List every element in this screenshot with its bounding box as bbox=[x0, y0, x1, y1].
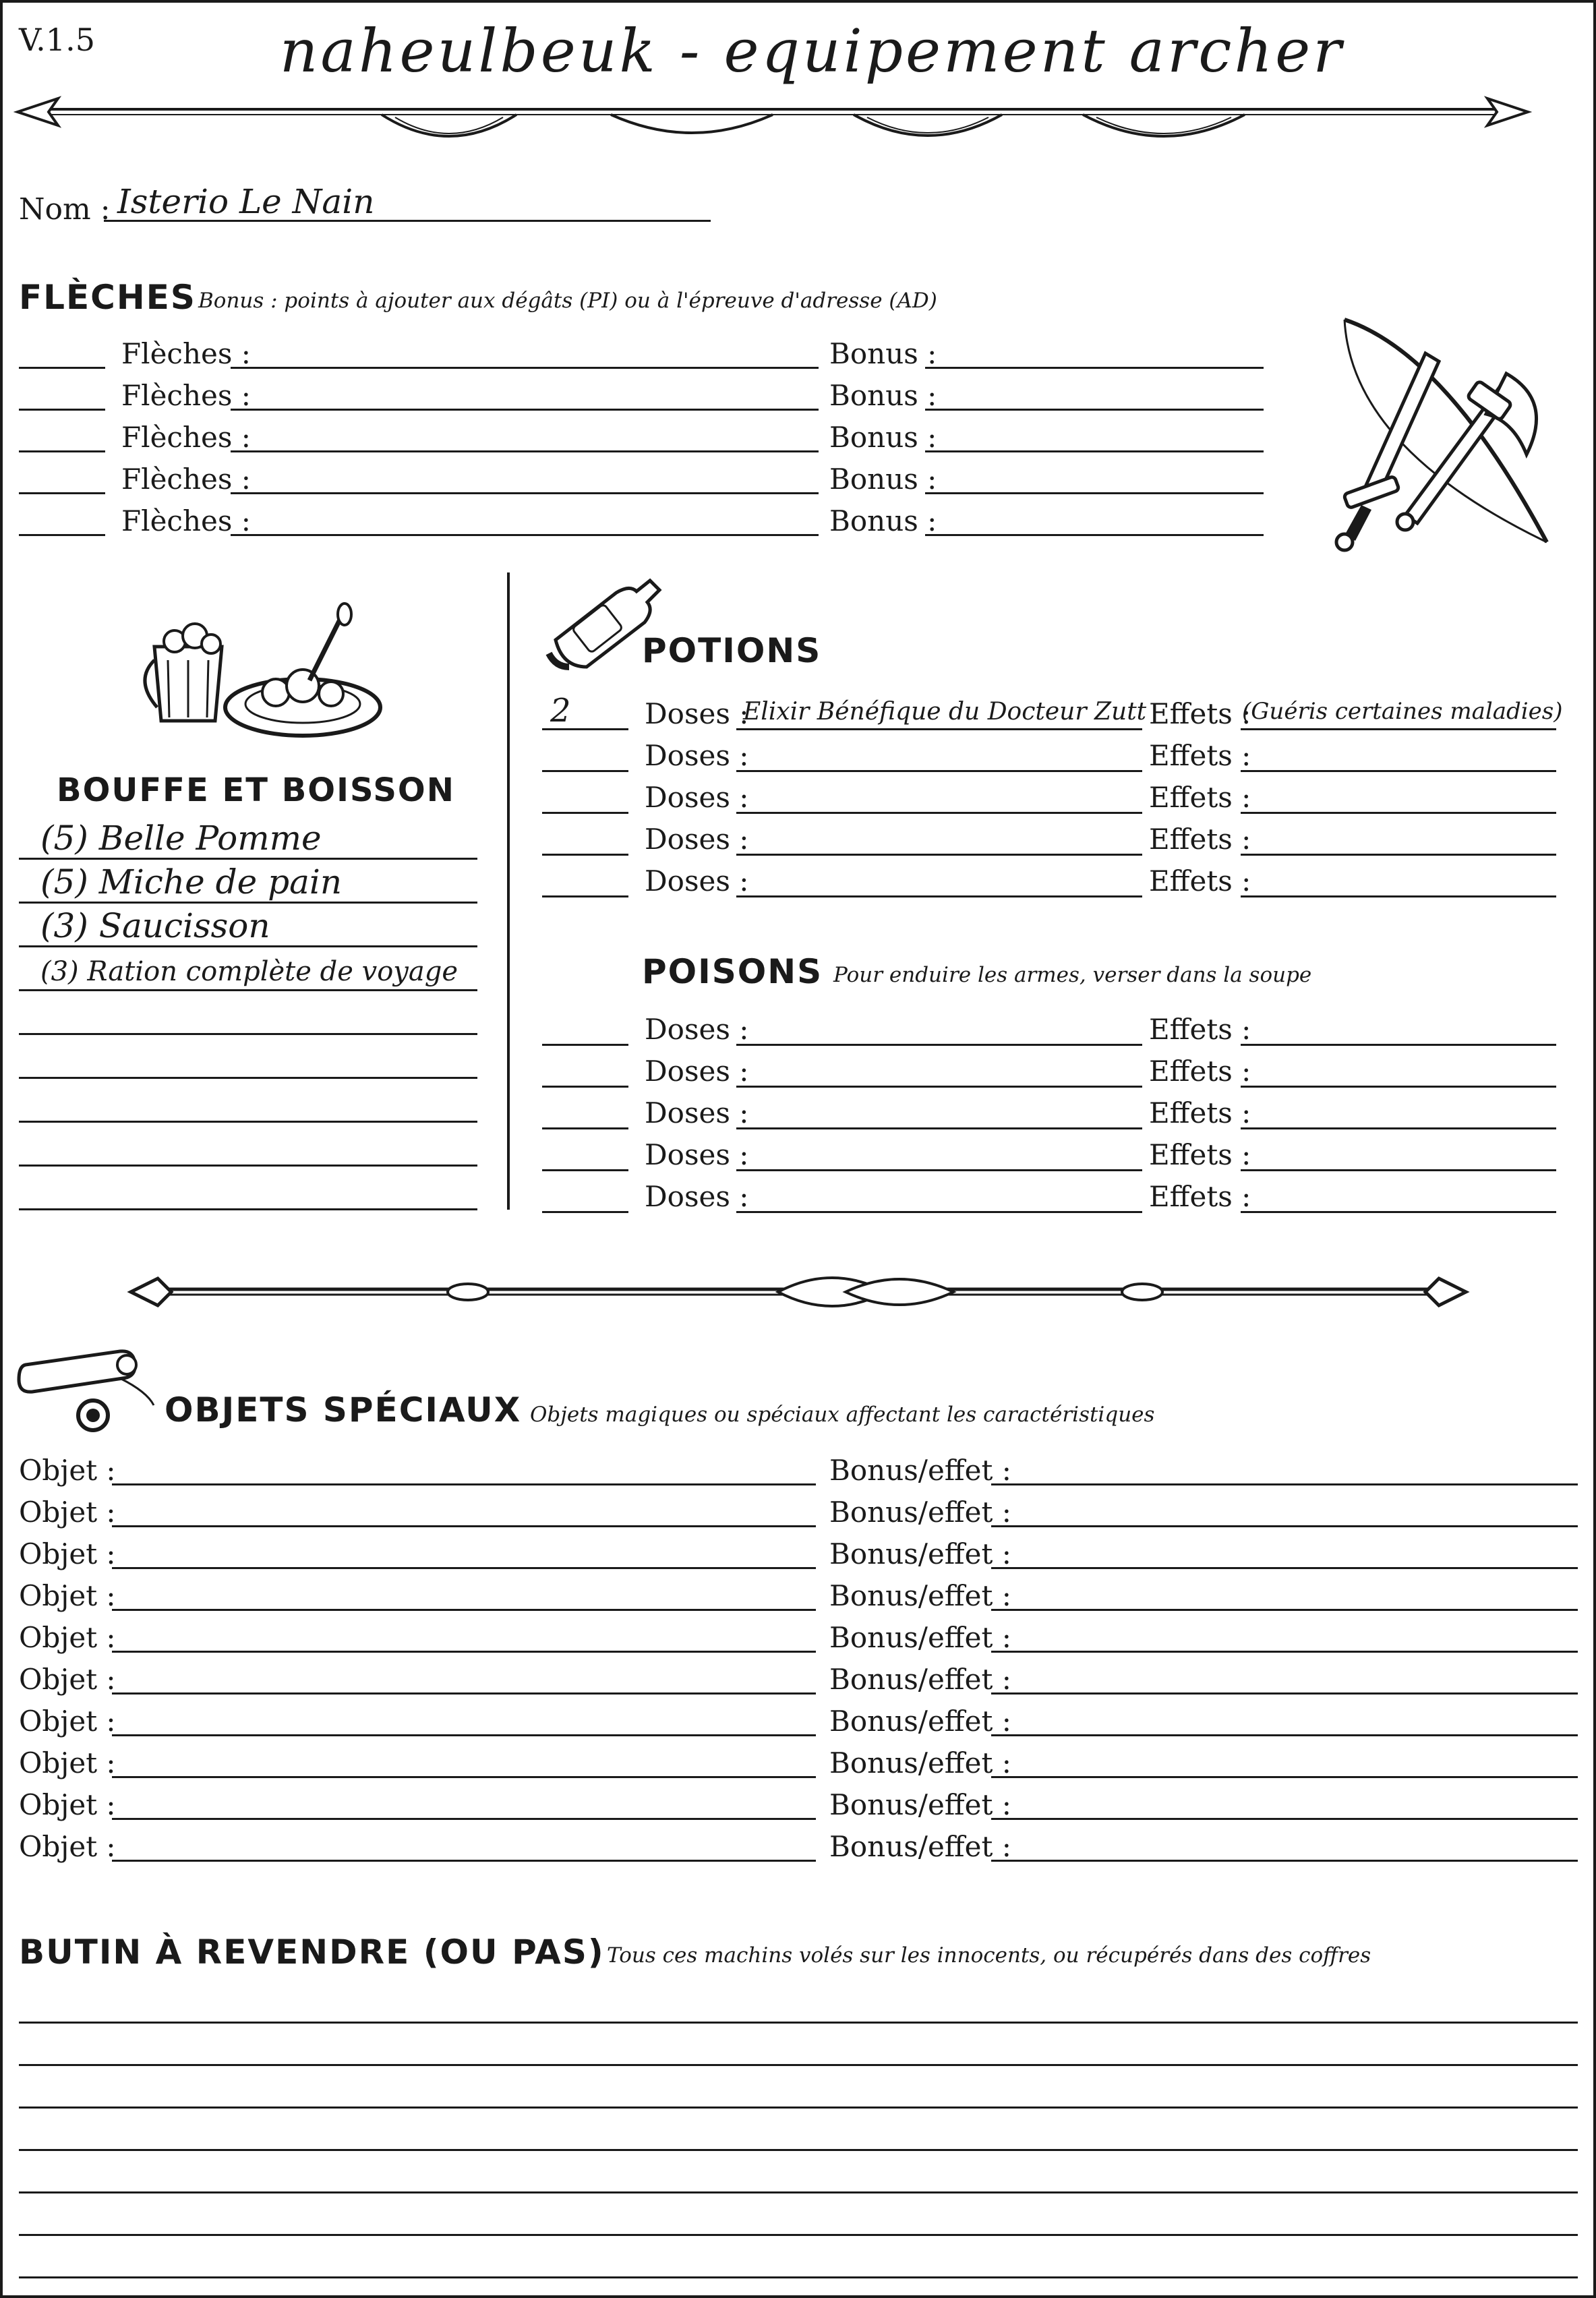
butin-line bbox=[19, 2191, 1578, 2193]
objet-label: Objet : bbox=[19, 1830, 116, 1863]
potions-effets-label: Effets : bbox=[1149, 823, 1251, 856]
potions-doses-label: Doses : bbox=[645, 739, 749, 772]
fleches-name-line bbox=[231, 450, 819, 452]
poisons-name-line bbox=[736, 1127, 1142, 1129]
bouffe-line bbox=[19, 1121, 477, 1123]
fleches-bonus-label: Bonus : bbox=[829, 463, 937, 496]
objet-line bbox=[112, 1567, 816, 1569]
potions-doses-label: Doses : bbox=[645, 697, 749, 730]
poisons-effet-line bbox=[1241, 1169, 1556, 1171]
fleches-qty-line bbox=[19, 409, 105, 411]
potions-doses-label: Doses : bbox=[645, 823, 749, 856]
poisons-effets-label: Effets : bbox=[1149, 1013, 1251, 1046]
objet-label: Objet : bbox=[19, 1746, 116, 1779]
objet-line bbox=[112, 1860, 816, 1862]
scroll-and-ring-icon bbox=[19, 1345, 154, 1439]
objet-bonus-line bbox=[991, 1483, 1578, 1485]
objet-line bbox=[112, 1651, 816, 1653]
butin-line bbox=[19, 2234, 1578, 2236]
potions-name-line bbox=[736, 854, 1142, 856]
food-and-drink-icon bbox=[141, 606, 384, 741]
bouffe-item[interactable]: (3) Ration complète de voyage bbox=[40, 956, 459, 987]
potions-effet-line bbox=[1241, 812, 1556, 814]
poisons-doses-label: Doses : bbox=[645, 1055, 749, 1088]
fleches-name-line bbox=[231, 409, 819, 411]
butin-line bbox=[19, 2022, 1578, 2024]
poisons-qty-line bbox=[542, 1127, 628, 1129]
poisons-qty-line bbox=[542, 1211, 628, 1213]
bouffe-line bbox=[19, 1208, 477, 1210]
potions-qty-line bbox=[542, 770, 628, 772]
potions-heading: POTIONS bbox=[642, 631, 822, 670]
poisons-effet-line bbox=[1241, 1127, 1556, 1129]
potions-qty[interactable]: 2 bbox=[550, 692, 571, 730]
poisons-qty-line bbox=[542, 1169, 628, 1171]
objet-label: Objet : bbox=[19, 1454, 116, 1487]
poisons-doses-label: Doses : bbox=[645, 1096, 749, 1129]
bouffe-line bbox=[19, 945, 477, 947]
bouffe-item[interactable]: (5) Belle Pomme bbox=[40, 819, 322, 858]
objet-bonus-label: Bonus/effet : bbox=[829, 1746, 1011, 1779]
potions-effet-line bbox=[1241, 854, 1556, 856]
column-divider bbox=[507, 572, 510, 1210]
objet-bonus-line bbox=[991, 1776, 1578, 1778]
potions-effet-line bbox=[1241, 770, 1556, 772]
fleches-qty-line bbox=[19, 492, 105, 494]
fleches-bonus-line bbox=[925, 534, 1264, 536]
objet-bonus-label: Bonus/effet : bbox=[829, 1705, 1011, 1738]
objet-label: Objet : bbox=[19, 1663, 116, 1696]
fleches-item-label: Flèches : bbox=[121, 504, 251, 537]
staff-divider-icon bbox=[131, 1264, 1466, 1318]
fleches-item-label: Flèches : bbox=[121, 379, 251, 412]
nom-label: Nom : bbox=[19, 192, 111, 227]
fleches-bonus-line bbox=[925, 409, 1264, 411]
objet-bonus-line bbox=[991, 1734, 1578, 1736]
poisons-qty-line bbox=[542, 1044, 628, 1046]
bouffe-line bbox=[19, 1077, 477, 1079]
poisons-effets-label: Effets : bbox=[1149, 1138, 1251, 1171]
potions-effet-line bbox=[1241, 728, 1556, 730]
objets-heading: OBJETS SPÉCIAUX bbox=[165, 1390, 522, 1430]
poisons-effets-label: Effets : bbox=[1149, 1180, 1251, 1213]
fleches-name-line bbox=[231, 534, 819, 536]
objet-bonus-line bbox=[991, 1860, 1578, 1862]
nom-value[interactable]: Isterio Le Nain bbox=[117, 182, 375, 221]
objet-label: Objet : bbox=[19, 1621, 116, 1654]
potions-name-line bbox=[736, 812, 1142, 814]
objet-bonus-line bbox=[991, 1609, 1578, 1611]
objet-bonus-label: Bonus/effet : bbox=[829, 1496, 1011, 1529]
poisons-name-line bbox=[736, 1086, 1142, 1088]
fleches-item-label: Flèches : bbox=[121, 463, 251, 496]
fleches-bonus-line bbox=[925, 450, 1264, 452]
potions-doses-label: Doses : bbox=[645, 864, 749, 897]
fleches-name-line bbox=[231, 367, 819, 369]
butin-line bbox=[19, 2149, 1578, 2151]
potions-name-line bbox=[736, 728, 1142, 730]
objet-line bbox=[112, 1776, 816, 1778]
poisons-name-line bbox=[736, 1044, 1142, 1046]
bouffe-line bbox=[19, 902, 477, 904]
objet-bonus-label: Bonus/effet : bbox=[829, 1663, 1011, 1696]
poisons-effet-line bbox=[1241, 1086, 1556, 1088]
objet-label: Objet : bbox=[19, 1579, 116, 1612]
objet-line bbox=[112, 1818, 816, 1820]
objet-bonus-line bbox=[991, 1567, 1578, 1569]
poisons-effets-label: Effets : bbox=[1149, 1096, 1251, 1129]
potions-name-line bbox=[736, 895, 1142, 897]
objets-subtitle: Objets magiques ou spéciaux affectant les caractéristiques bbox=[530, 1403, 1155, 1427]
poisons-subtitle: Pour enduire les armes, verser dans la soupe bbox=[833, 963, 1312, 987]
bouffe-line bbox=[19, 1165, 477, 1167]
bouffe-line bbox=[19, 1033, 477, 1035]
crossed-weapons-icon bbox=[1324, 313, 1567, 562]
poisons-doses-label: Doses : bbox=[645, 1180, 749, 1213]
fleches-subtitle: Bonus : points à ajouter aux dégâts (PI) ou à l'épreuve d'adresse (AD) bbox=[198, 289, 937, 313]
poisons-effet-line bbox=[1241, 1211, 1556, 1213]
potions-effets-label: Effets : bbox=[1149, 864, 1251, 897]
objet-label: Objet : bbox=[19, 1537, 116, 1570]
fleches-bonus-label: Bonus : bbox=[829, 421, 937, 454]
objet-line bbox=[112, 1609, 816, 1611]
fleches-qty-line bbox=[19, 450, 105, 452]
fleches-bonus-label: Bonus : bbox=[829, 379, 937, 412]
objet-bonus-line bbox=[991, 1818, 1578, 1820]
poisons-heading: POISONS bbox=[642, 952, 823, 991]
poisons-doses-label: Doses : bbox=[645, 1138, 749, 1171]
fleches-item-label: Flèches : bbox=[121, 421, 251, 454]
objet-line bbox=[112, 1483, 816, 1485]
butin-heading: BUTIN À REVENDRE (OU PAS) bbox=[19, 1933, 605, 1972]
objet-bonus-label: Bonus/effet : bbox=[829, 1537, 1011, 1570]
potions-effets-label: Effets : bbox=[1149, 697, 1251, 730]
page-title: naheulbeuk - equipement archer bbox=[279, 16, 1344, 86]
nom-underline bbox=[104, 220, 711, 222]
objet-bonus-line bbox=[991, 1692, 1578, 1695]
butin-line bbox=[19, 2064, 1578, 2066]
potions-doses-label: Doses : bbox=[645, 781, 749, 814]
fleches-qty-line bbox=[19, 534, 105, 536]
poisons-name-line bbox=[736, 1211, 1142, 1213]
fleches-heading: FLÈCHES bbox=[19, 278, 196, 317]
fleches-name-line bbox=[231, 492, 819, 494]
objet-bonus-label: Bonus/effet : bbox=[829, 1579, 1011, 1612]
objet-label: Objet : bbox=[19, 1788, 116, 1821]
objet-label: Objet : bbox=[19, 1705, 116, 1738]
butin-line bbox=[19, 2106, 1578, 2109]
arrow-divider-icon bbox=[18, 90, 1528, 151]
bouffe-line bbox=[19, 858, 477, 860]
butin-subtitle: Tous ces machins volés sur les innocents, ou récupérés dans des coffres bbox=[607, 1943, 1371, 1968]
bouffe-item[interactable]: (5) Miche de pain bbox=[40, 862, 343, 902]
objet-bonus-label: Bonus/effet : bbox=[829, 1788, 1011, 1821]
potions-qty-line bbox=[542, 854, 628, 856]
bouffe-item[interactable]: (3) Saucisson bbox=[40, 906, 270, 945]
fleches-item-label: Flèches : bbox=[121, 337, 251, 370]
poisons-qty-line bbox=[542, 1086, 628, 1088]
potions-name[interactable]: Elixir Bénéfique du Docteur Zutt bbox=[743, 698, 1147, 726]
potions-effets-label: Effets : bbox=[1149, 739, 1251, 772]
butin-line bbox=[19, 2276, 1578, 2278]
poisons-doses-label: Doses : bbox=[645, 1013, 749, 1046]
objet-bonus-label: Bonus/effet : bbox=[829, 1621, 1011, 1654]
objet-label: Objet : bbox=[19, 1496, 116, 1529]
objet-bonus-line bbox=[991, 1651, 1578, 1653]
potions-effet[interactable]: (Guéris certaines maladies) bbox=[1242, 698, 1563, 725]
version-label: V.1.5 bbox=[19, 22, 95, 58]
poisons-name-line bbox=[736, 1169, 1142, 1171]
objet-line bbox=[112, 1525, 816, 1527]
bouffe-heading: BOUFFE ET BOISSON bbox=[57, 771, 455, 809]
fleches-qty-line bbox=[19, 367, 105, 369]
potions-name-line bbox=[736, 770, 1142, 772]
potions-qty-line bbox=[542, 895, 628, 897]
potions-effet-line bbox=[1241, 895, 1556, 897]
objet-bonus-label: Bonus/effet : bbox=[829, 1454, 1011, 1487]
poisons-effets-label: Effets : bbox=[1149, 1055, 1251, 1088]
fleches-bonus-line bbox=[925, 492, 1264, 494]
bouffe-line bbox=[19, 989, 477, 991]
potions-effets-label: Effets : bbox=[1149, 781, 1251, 814]
objet-line bbox=[112, 1692, 816, 1695]
fleches-bonus-label: Bonus : bbox=[829, 337, 937, 370]
potions-qty-line bbox=[542, 812, 628, 814]
fleches-bonus-line bbox=[925, 367, 1264, 369]
poisons-effet-line bbox=[1241, 1044, 1556, 1046]
objet-bonus-label: Bonus/effet : bbox=[829, 1830, 1011, 1863]
objet-bonus-line bbox=[991, 1525, 1578, 1527]
objet-line bbox=[112, 1734, 816, 1736]
fleches-bonus-label: Bonus : bbox=[829, 504, 937, 537]
